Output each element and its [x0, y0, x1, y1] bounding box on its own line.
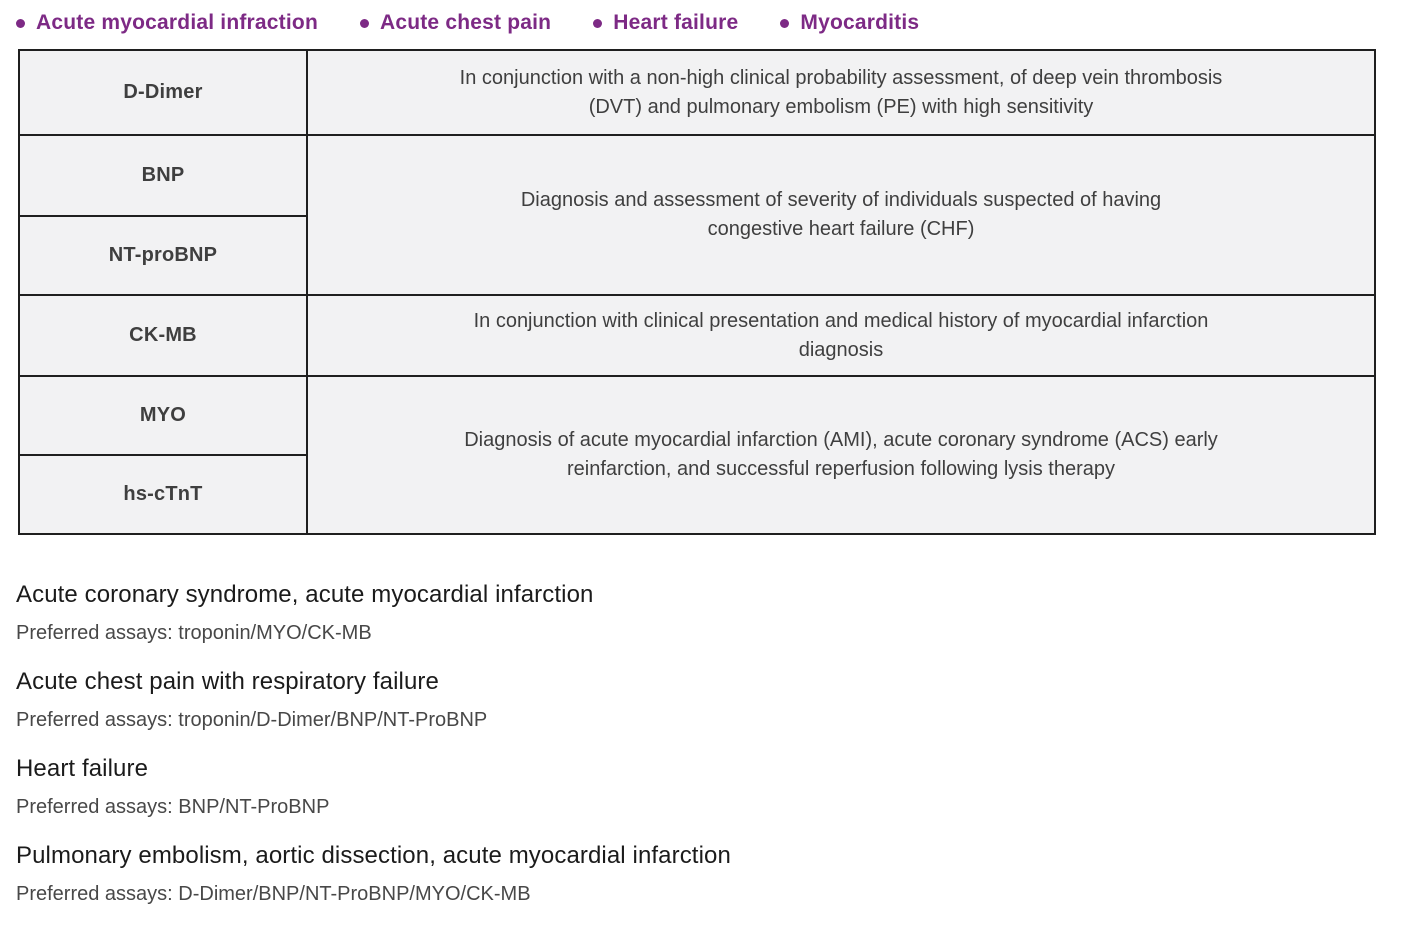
- preferred-assays-line: Preferred assays: troponin/D-Dimer/BNP/NT-ProBNP: [16, 709, 488, 731]
- legend-item-label: Acute chest pain: [379, 11, 552, 34]
- section-heart-failure: [16, 755, 1404, 819]
- legend-item-acute-chest-pain: [360, 11, 551, 35]
- section-acute-chest-pain: [16, 668, 1404, 732]
- description-cell-ck-mb: [307, 295, 1375, 376]
- table-row: [19, 135, 1375, 216]
- table-row: [19, 50, 1375, 135]
- preferred-assays-line: Preferred assays: troponin/MYO/CK-MB: [16, 622, 372, 644]
- preferred-assays-line: Preferred assays: BNP/NT-ProBNP: [16, 796, 330, 818]
- legend-item-label: Heart failure: [613, 11, 739, 34]
- description-cell-d-dimer: [307, 50, 1375, 135]
- section-title: Heart failure: [16, 755, 149, 782]
- description-text: Diagnosis of acute myocardial infarction (AMI), acute coronary syndrome (ACS) early reinfarction, and successful reperfusion following lysis therapy: [464, 429, 1218, 480]
- assay-cell-hs-ctnt: hs-cTnT: [19, 455, 307, 534]
- assay-cell-bnp: BNP: [19, 135, 307, 216]
- section-title: Acute coronary syndrome, acute myocardial infarction: [16, 581, 594, 608]
- preferred-assays-line: Preferred assays: D-Dimer/BNP/NT-ProBNP/MYO/CK-MB: [16, 883, 531, 905]
- assay-cell-nt-probnp: NT-proBNP: [19, 216, 307, 295]
- assay-cell-myo: MYO: [19, 376, 307, 455]
- bullet-icon: [593, 19, 602, 28]
- description-cell-troponin-group: [307, 376, 1375, 534]
- condition-legend: [0, 0, 1404, 35]
- assay-cell-ck-mb: CK-MB: [19, 295, 307, 376]
- legend-item-myocarditis: [780, 11, 919, 35]
- description-text: Diagnosis and assessment of severity of individuals suspected of having congestive heart failure (CHF): [520, 189, 1162, 240]
- bullet-icon: [360, 19, 369, 28]
- section-acute-coronary-syndrome: [16, 581, 1404, 645]
- bullet-icon: [780, 19, 789, 28]
- section-pulmonary-embolism: [16, 842, 1404, 906]
- assay-cell-d-dimer: D-Dimer: [19, 50, 307, 135]
- legend-item-label: Myocarditis: [800, 11, 920, 34]
- biomarker-table: [18, 49, 1376, 535]
- description-cell-bnp-group: [307, 135, 1375, 295]
- legend-item-acute-myocardial-infraction: [16, 11, 318, 35]
- description-text: In conjunction with clinical presentation and medical history of myocardial infarction diagnosis: [473, 309, 1209, 361]
- table-row: [19, 295, 1375, 376]
- table-row: [19, 376, 1375, 455]
- legend-item-label: Acute myocardial infraction: [36, 11, 318, 34]
- preferred-assays-sections: [16, 581, 1404, 906]
- legend-item-heart-failure: [593, 11, 738, 35]
- bullet-icon: [16, 19, 25, 28]
- section-title: Acute chest pain with respiratory failure: [16, 668, 439, 695]
- section-title: Pulmonary embolism, aortic dissection, acute myocardial infarction: [16, 842, 731, 869]
- description-text: In conjunction with a non-high clinical probability assessment, of deep vein thrombosis (DVT) and pulmonary embolism (PE) with high sensitivity: [459, 66, 1223, 118]
